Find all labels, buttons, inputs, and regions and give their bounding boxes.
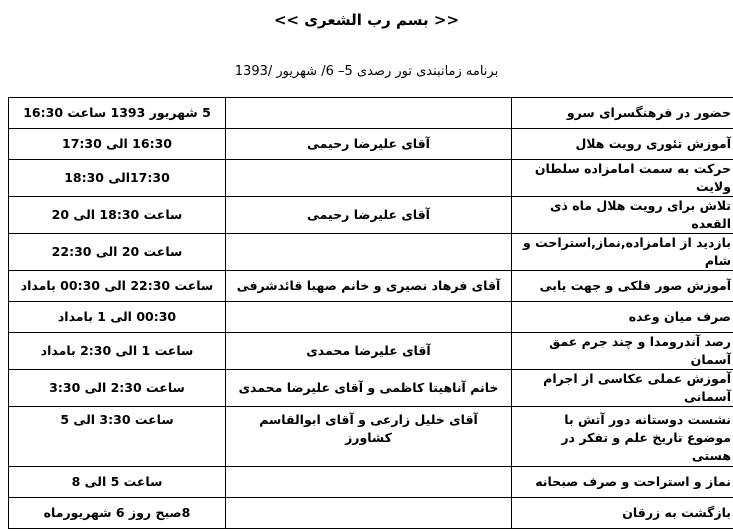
time-cell: 00:30 الی 1 بامداد	[9, 302, 226, 333]
activity-cell: آموزش تئوری رویت هلال	[512, 129, 733, 160]
presenter-cell: خانم آناهیتا کاظمی و آقای علیرضا محمدی	[226, 370, 512, 407]
activity-cell: تلاش برای رویت هلال ماه ذی القعده	[512, 197, 733, 234]
presenter-cell: آقای علیرضا رحیمی	[226, 129, 512, 160]
presenter-cell: آقای علیرضا رحیمی	[226, 197, 512, 234]
activity-cell: حضور در فرهنگسرای سرو	[512, 98, 733, 129]
table-row	[9, 197, 733, 234]
presenter-cell	[226, 234, 512, 271]
table-row	[9, 98, 733, 129]
presenter-cell	[226, 467, 512, 498]
page-title: << بسم رب الشعری >>	[273, 11, 460, 29]
presenter-cell	[226, 498, 512, 529]
table-row	[9, 160, 733, 197]
time-cell: ساعت 1 الی 2:30 بامداد	[9, 333, 226, 370]
activity-cell: آموزش عملی عکاسی از اجرام آسمانی	[512, 370, 733, 407]
table-row	[9, 302, 733, 333]
time-cell: 16:30 الی 17:30	[9, 129, 226, 160]
activity-cell: بازگشت به زرقان	[512, 498, 733, 529]
table-row	[9, 467, 733, 498]
activity-cell: صرف میان وعده	[512, 302, 733, 333]
presenter-cell	[226, 160, 512, 197]
table-row	[9, 234, 733, 271]
page-subtitle: برنامه زمانبندی تور رصدی 5– 6/ شهریور /1393	[234, 64, 499, 79]
presenter-cell: آقای خلیل زارعی و آقای ابوالقاسم کشاورز	[226, 407, 512, 467]
table-row	[9, 129, 733, 160]
time-cell: ساعت 22:30 الی 00:30 بامداد	[9, 271, 226, 302]
time-cell: ساعت 2:30 الی 3:30	[9, 370, 226, 407]
time-cell: 17:30الی 18:30	[9, 160, 226, 197]
table-row	[9, 498, 733, 529]
table-row	[9, 407, 733, 467]
activity-cell: بازدید از امامزاده,نماز,استراحت و شام	[512, 234, 733, 271]
table-row	[9, 370, 733, 407]
time-cell: ساعت 20 الی 22:30	[9, 234, 226, 271]
table-row	[9, 271, 733, 302]
activity-cell: آموزش صور فلکی و جهت یابی	[512, 271, 733, 302]
time-cell: 5 شهریور 1393 ساعت 16:30	[9, 98, 226, 129]
schedule-table	[8, 97, 733, 529]
time-cell: ساعت 5 الی 8	[9, 467, 226, 498]
table-row	[9, 333, 733, 370]
presenter-cell: آقای علیرضا محمدی	[226, 333, 512, 370]
time-cell: 8صبح روز 6 شهریورماه	[9, 498, 226, 529]
presenter-cell	[226, 302, 512, 333]
activity-cell: نماز و استراحت و صرف صبحانه	[512, 467, 733, 498]
time-cell: ساعت 18:30 الی 20	[9, 197, 226, 234]
time-cell: ساعت 3:30 الی 5	[9, 407, 226, 467]
activity-cell: نشست دوستانه دور آتش با موضوع تاریخ علم و تفکر در هستی	[512, 407, 733, 467]
presenter-cell: آقای فرهاد نصیری و خانم صهبا قائدشرفی	[226, 271, 512, 302]
presenter-cell	[226, 98, 512, 129]
activity-cell: رصد آندرومدا و چند جرم عمق آسمان	[512, 333, 733, 370]
activity-cell: حرکت به سمت امامزاده سلطان ولایت	[512, 160, 733, 197]
